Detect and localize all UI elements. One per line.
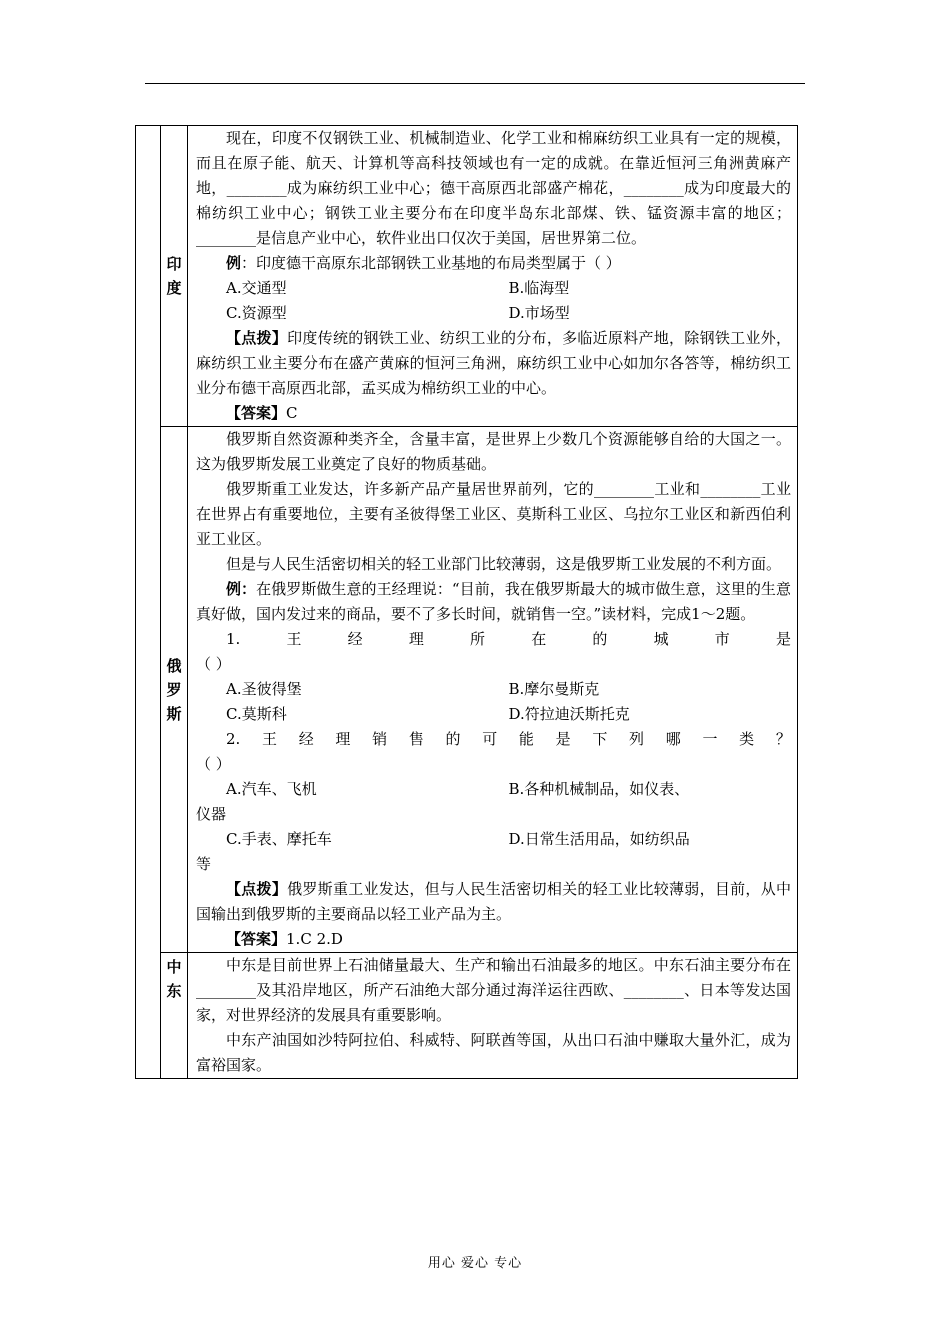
tip: 【点拨】俄罗斯重工业发达，但与人民生活密切相关的轻工业比较薄弱，目前，从中国输出到俄罗斯的主要商品以轻工业产品为主。 [196,880,791,923]
row-content-india [188,126,798,427]
option-b: B.摩尔曼斯克 [508,680,600,698]
paragraph: 中东是目前世界上石油储量最大、生产和输出石油最多的地区。中东石油主要分布在________及其沿岸地区，所产石油绝大部分通过海洋运往西欧、________、日本等发达国家，对世界经济的发展具有重要影响。 [196,956,791,1024]
paragraph: 俄罗斯重工业发达，许多新产品产量居世界前列，它的________工业和________工业在世界占有重要地位，主要有圣彼得堡工业区、莫斯科工业区、乌拉尔工业区和新西伯利亚工业区。 [196,480,791,548]
options-row [196,276,791,301]
row-label-india: 印 度 [161,126,188,427]
options-row [196,301,791,326]
paragraph: 中东产油国如沙特阿拉伯、科威特、阿联酋等国，从出口石油中赚取大量外汇，成为富裕国家。 [196,1031,791,1074]
example: 例：印度德干高原东北部钢铁工业基地的布局类型属于（ ） [226,254,621,272]
option-d: D.日常生活用品，如纺织品 [508,830,690,848]
option-b: B.各种机械制品，如仪表、 [508,780,690,798]
paragraph: 现在，印度不仅钢铁工业、机械制造业、化学工业和棉麻纺织工业具有一定的规模，而且在原子能、航天、计算机等高科技领域也有一定的成就。在靠近恒河三角洲黄麻产地，________成为麻纺织工业中心；德干高原西北部盛产棉花，________成为印度最大的棉纺织工业中心；钢铁工业主要分布在印度半岛东北部煤、铁、锰资源丰富的地区；________是信息产业中心，软件业出口仅次于美国，居世界第二位。 [196,129,791,247]
paragraph: 俄罗斯自然资源种类齐全，含量丰富，是世界上少数几个资源能够自给的大国之一。这为俄罗斯发展工业奠定了良好的物质基础。 [196,430,791,473]
answer: 【答案】C [226,404,298,422]
options-row [196,827,791,852]
question-1: 1. 王 经 理 所 在 的 城 市 是 [226,630,791,648]
row-content-russia [188,427,798,953]
paragraph: 但是与人民生活密切相关的轻工业部门比较薄弱，这是俄罗斯工业发展的不利方面。 [226,555,782,573]
row-middle-east [136,953,798,1079]
row-label-middle-east: 中 东 [161,953,188,1079]
content-table [135,125,798,1079]
option-d-cont: 等 [196,855,212,873]
option-b-cont: 仪器 [196,805,227,823]
answer: 【答案】1.C 2.D [226,930,343,948]
header-rule [145,83,805,84]
option-d: D.市场型 [508,304,570,322]
option-a: A.圣彼得堡 [226,680,302,698]
options-row [196,777,791,802]
example: 例：在俄罗斯做生意的王经理说：“目前，我在俄罗斯最大的城市做生意，这里的生意真好做，国内发过来的商品，要不了多长时间，就销售一空。”读材料，完成1～2题。 [196,580,791,623]
question-2: 2. 王 经 理 销 售 的 可 能 是 下 列 哪 一 类 ？ [226,730,791,748]
row-india [136,126,798,427]
options-row [196,702,791,727]
question-2-paren: （ ） [196,755,231,773]
option-c: C.资源型 [226,304,287,322]
page-footer: 用心 爱心 专心 [427,1256,523,1271]
question-1-paren: （ ） [196,655,231,673]
option-b: B.临海型 [508,279,570,297]
option-a: A.交通型 [226,279,287,297]
row-label-russia: 俄 罗 斯 [161,427,188,953]
blank-column [136,126,161,1079]
row-content-middle-east [188,953,798,1079]
option-d: D.符拉迪沃斯托克 [508,705,630,723]
tip: 【点拨】印度传统的钢铁工业、纺织工业的分布，多临近原料产地，除钢铁工业外，麻纺织工业主要分布在盛产黄麻的恒河三角洲，麻纺织工业中心如加尔各答等，棉纺织工业分布德干高原西北部，孟买成为棉纺织工业的中心。 [196,329,791,397]
options-row [196,677,791,702]
option-c: C.手表、摩托车 [226,830,332,848]
option-c: C.莫斯科 [226,705,287,723]
row-russia [136,427,798,953]
option-a: A.汽车、飞机 [226,780,317,798]
